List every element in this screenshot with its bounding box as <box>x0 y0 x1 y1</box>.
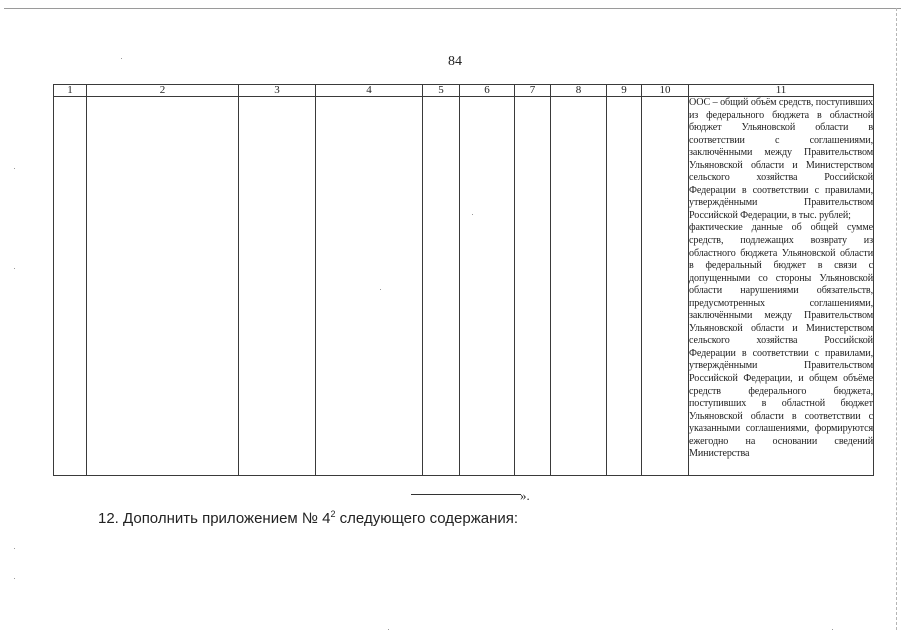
section-heading <box>98 509 518 527</box>
table-cell-col-2 <box>87 97 239 476</box>
appendix-table <box>53 84 874 476</box>
table-cell-col-4 <box>316 97 423 476</box>
section-heading-rest: следующего содержания: <box>335 510 519 527</box>
table-cell-col-10 <box>642 97 689 476</box>
column-header-4: 4 <box>316 85 423 97</box>
section-heading-main: 12. Дополнить приложением № 4 <box>98 510 331 527</box>
table-cell-col-8 <box>551 97 607 476</box>
column-header-10: 10 <box>642 85 689 97</box>
table-row <box>54 97 874 476</box>
table-cell-col-7 <box>515 97 551 476</box>
table-cell-col-9 <box>607 97 642 476</box>
scan-speck <box>14 168 15 169</box>
col-11-paragraph-1: ООС – общий объём средств, поступивших из федерального бюджета в областной бюджет Ульяновской области в соответствии с соглашениями, заключёнными между Правительством Ульяновской области и Министерством сельского хозяйства Российской Федерации в соответствии с правилами, утверждёнными Правительством Российской Федерации, в тыс. рублей; <box>689 97 873 221</box>
col-11-paragraph-2: фактические данные об общей сумме средств, подлежащих возврату из областного бюджета Ульяновской области в федеральный бюджет в связи с допущенными со стороны Ульяновской области нарушениями обязательств, предусмотренных соглашениями, заключёнными между Правительством Ульяновской области и Министерством сельского хозяйства Российской Федерации в соответствии с правилами, утверждёнными Правительством Российской Федерации, и общем объёме средств федерального бюджета, поступивших в областной бюджет Ульяновской области в соответствии с указанными соглашениями, формируются ежегодно на основании сведений Министерства <box>689 222 873 460</box>
column-header-6: 6 <box>460 85 515 97</box>
column-header-3: 3 <box>239 85 316 97</box>
column-header-1: 1 <box>54 85 87 97</box>
scan-speck <box>14 268 15 269</box>
scan-speck <box>832 629 833 630</box>
page-border-right <box>896 8 897 630</box>
section-heading-superscript: 2 <box>330 509 336 519</box>
table-header-row <box>54 85 874 97</box>
column-header-5: 5 <box>423 85 460 97</box>
scan-speck <box>472 214 473 215</box>
page-number: 84 <box>448 54 462 69</box>
scan-speck <box>14 578 15 579</box>
column-header-2: 2 <box>87 85 239 97</box>
closing-quote: ». <box>520 488 530 503</box>
table-cell-col-1 <box>54 97 87 476</box>
column-header-7: 7 <box>515 85 551 97</box>
signature-line <box>411 494 521 495</box>
scan-speck <box>388 629 389 630</box>
column-header-8: 8 <box>551 85 607 97</box>
table-cell-col-3 <box>239 97 316 476</box>
scan-speck <box>121 58 122 59</box>
table-cell-col-11 <box>689 97 874 476</box>
table-cell-col-5 <box>423 97 460 476</box>
scan-speck <box>380 289 381 290</box>
page-border-top <box>4 8 901 9</box>
column-header-9: 9 <box>607 85 642 97</box>
column-header-11: 11 <box>689 85 874 97</box>
table-cell-col-6 <box>460 97 515 476</box>
scan-speck <box>14 548 15 549</box>
